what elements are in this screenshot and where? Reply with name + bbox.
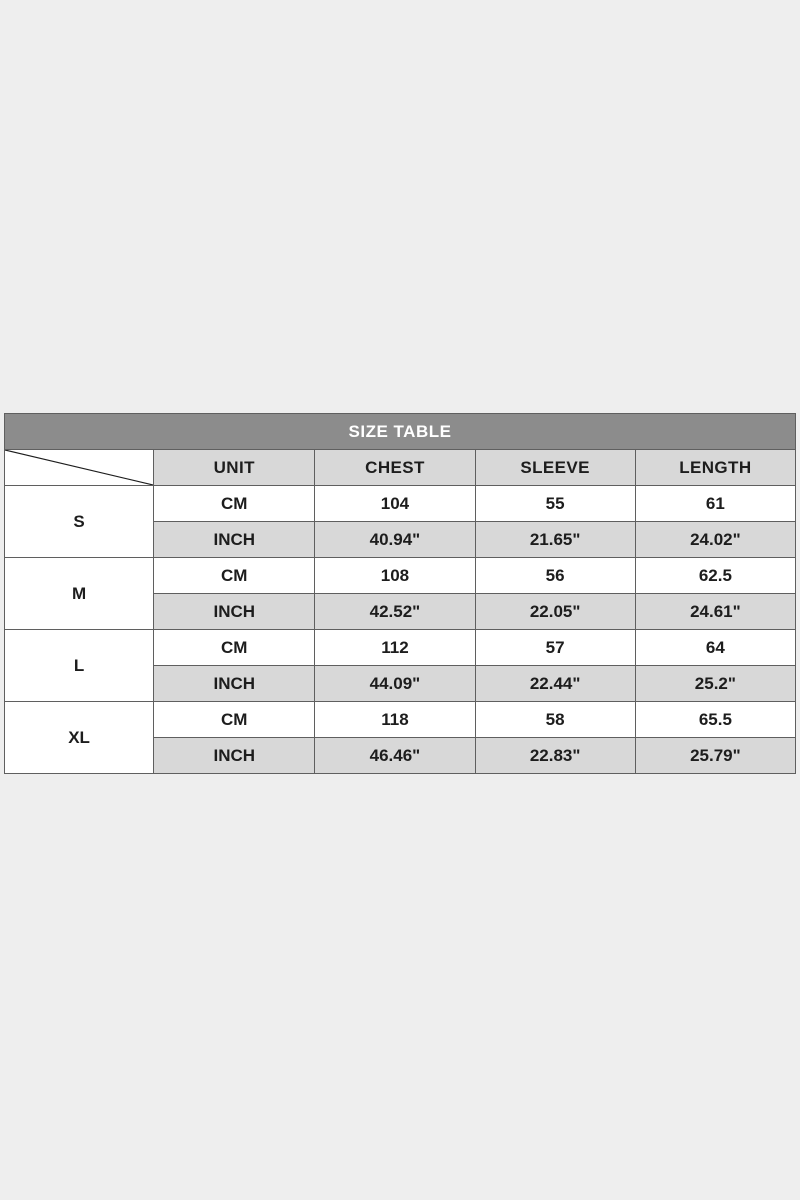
unit-cell-cm: CM — [154, 630, 315, 666]
size-chart-table-container — [4, 413, 796, 774]
length-cm-l: 64 — [635, 630, 795, 666]
chest-cm-m: 108 — [315, 558, 475, 594]
size-label-xl: XL — [5, 702, 154, 774]
column-header-sleeve: SLEEVE — [475, 450, 635, 486]
unit-cell-cm: CM — [154, 486, 315, 522]
sleeve-cm-m: 56 — [475, 558, 635, 594]
size-label-m: M — [5, 558, 154, 630]
length-cm-xl: 65.5 — [635, 702, 795, 738]
length-inch-m: 24.61" — [635, 594, 795, 630]
size-chart-title: SIZE TABLE — [5, 414, 796, 450]
table-header-row — [5, 450, 796, 486]
chest-cm-l: 112 — [315, 630, 475, 666]
chest-inch-s: 40.94" — [315, 522, 475, 558]
length-inch-l: 25.2" — [635, 666, 795, 702]
chest-inch-xl: 46.46" — [315, 738, 475, 774]
length-cm-m: 62.5 — [635, 558, 795, 594]
sleeve-cm-s: 55 — [475, 486, 635, 522]
table-row — [5, 558, 796, 594]
sleeve-inch-s: 21.65" — [475, 522, 635, 558]
unit-cell-cm: CM — [154, 702, 315, 738]
table-title-row — [5, 414, 796, 450]
length-cm-s: 61 — [635, 486, 795, 522]
table-row — [5, 486, 796, 522]
corner-diagonal-cell — [5, 450, 154, 486]
unit-cell-inch: INCH — [154, 738, 315, 774]
unit-cell-cm: CM — [154, 558, 315, 594]
chest-inch-m: 42.52" — [315, 594, 475, 630]
column-header-unit: UNIT — [154, 450, 315, 486]
sleeve-cm-xl: 58 — [475, 702, 635, 738]
chest-inch-l: 44.09" — [315, 666, 475, 702]
unit-cell-inch: INCH — [154, 522, 315, 558]
chest-cm-s: 104 — [315, 486, 475, 522]
size-label-s: S — [5, 486, 154, 558]
size-label-l: L — [5, 630, 154, 702]
sleeve-inch-xl: 22.83" — [475, 738, 635, 774]
column-header-chest: CHEST — [315, 450, 475, 486]
table-row — [5, 630, 796, 666]
size-chart-table — [4, 413, 796, 774]
length-inch-s: 24.02" — [635, 522, 795, 558]
table-row — [5, 702, 796, 738]
length-inch-xl: 25.79" — [635, 738, 795, 774]
chest-cm-xl: 118 — [315, 702, 475, 738]
sleeve-inch-m: 22.05" — [475, 594, 635, 630]
sleeve-cm-l: 57 — [475, 630, 635, 666]
unit-cell-inch: INCH — [154, 594, 315, 630]
unit-cell-inch: INCH — [154, 666, 315, 702]
sleeve-inch-l: 22.44" — [475, 666, 635, 702]
column-header-length: LENGTH — [635, 450, 795, 486]
